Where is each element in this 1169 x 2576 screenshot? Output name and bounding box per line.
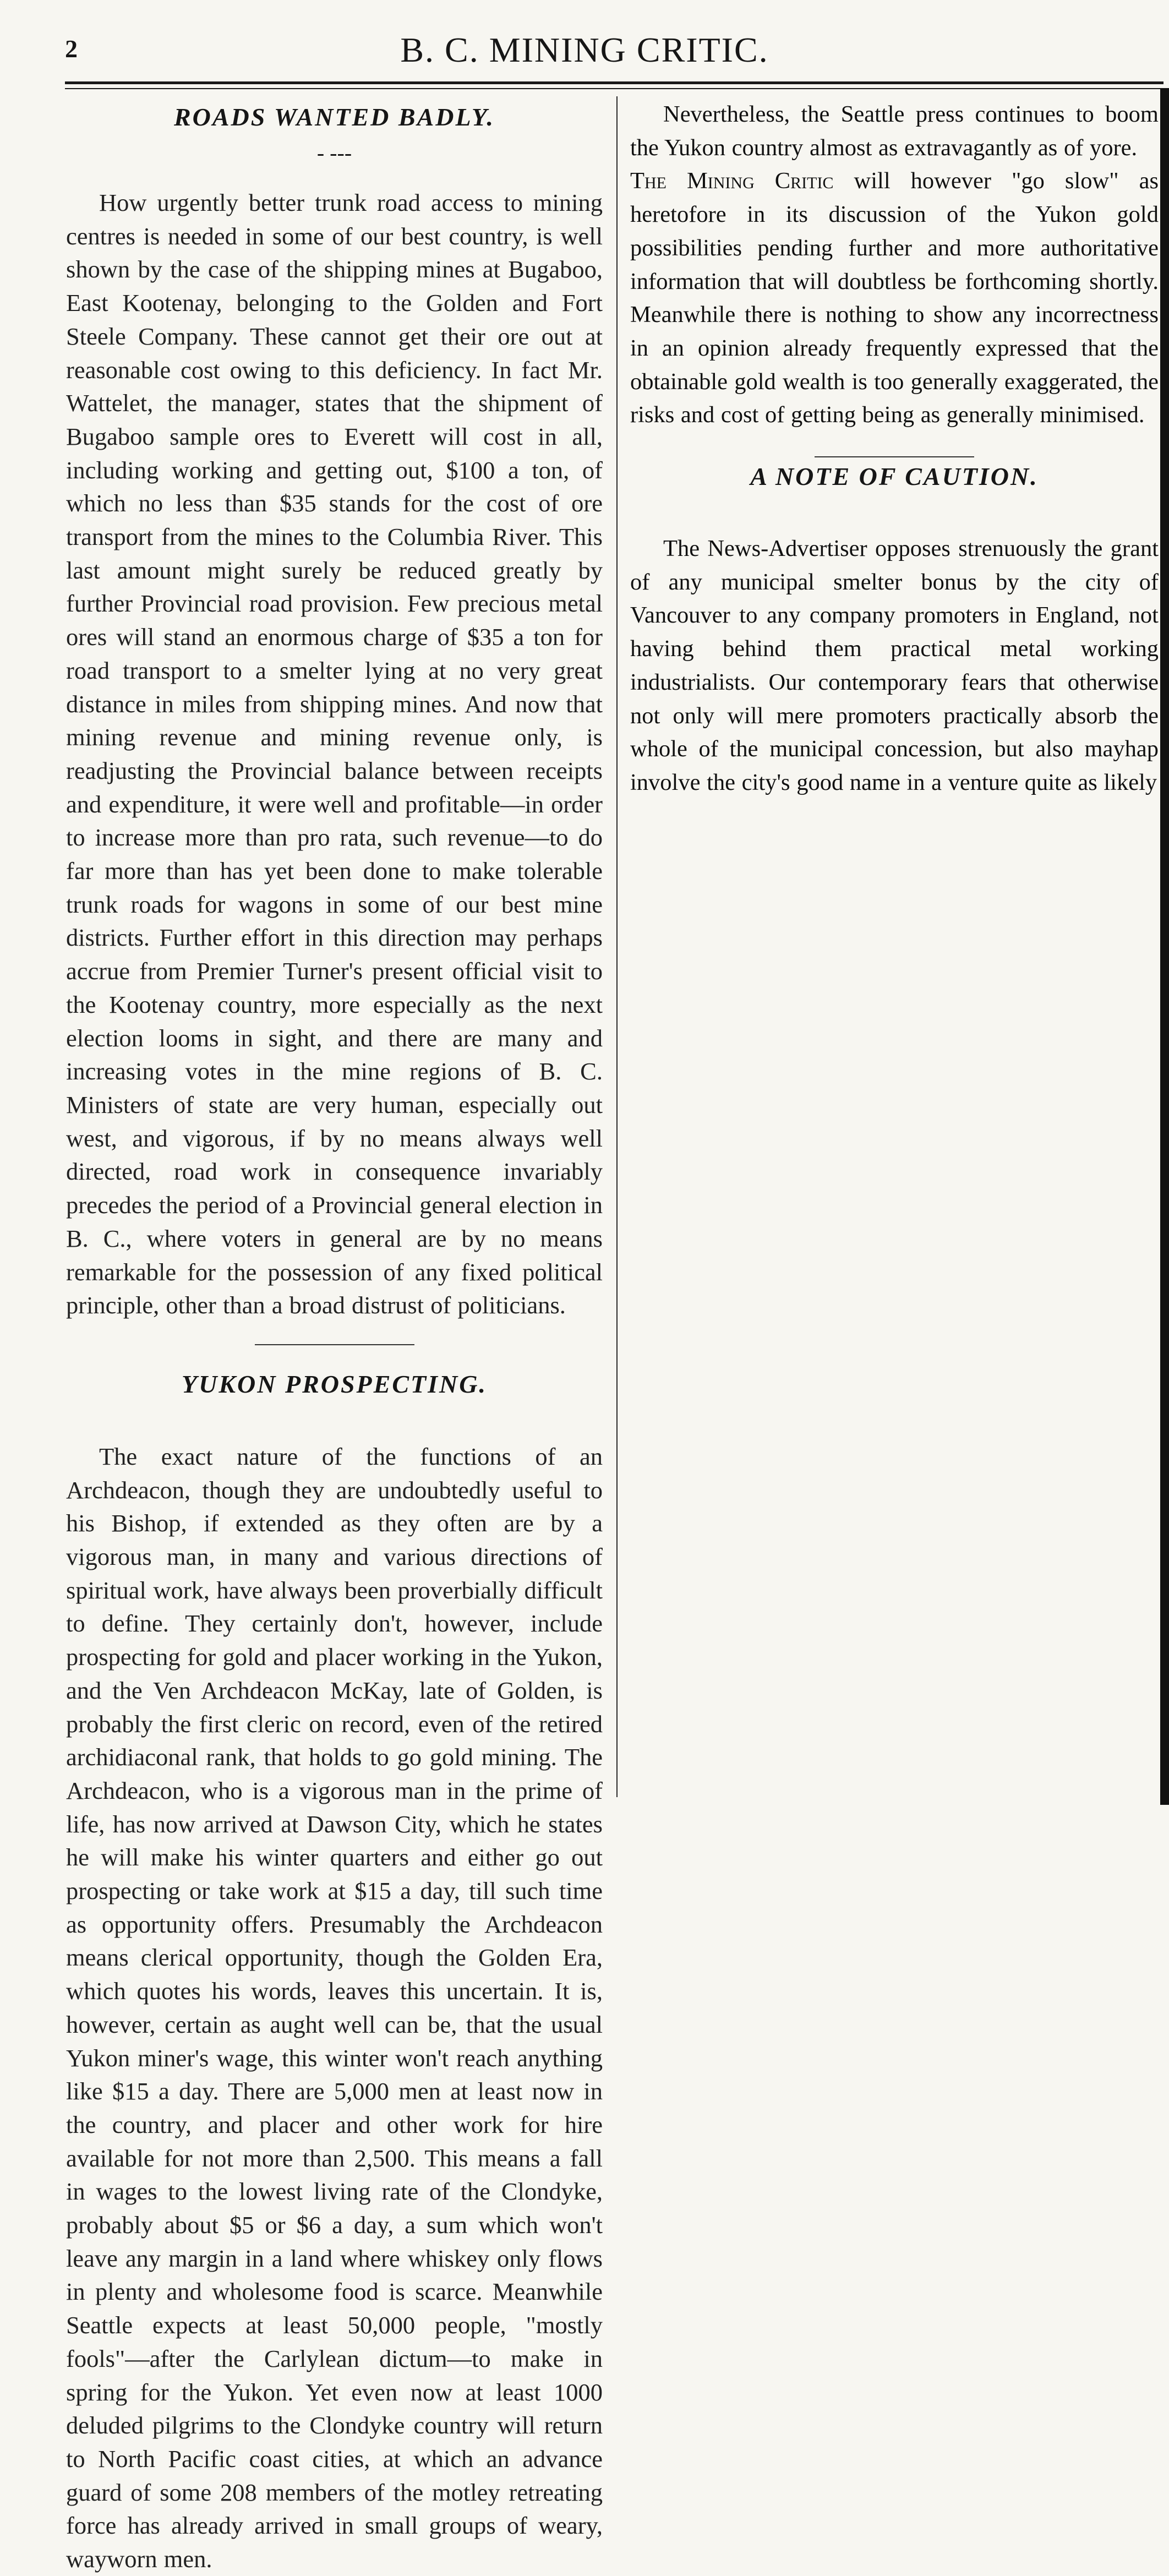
article-body-yukon-part3: will however "go slow" as heretofore in its discussion of the Yukon gold possibilities pending further and more authoritative information that will doubtless be forthcoming shortly. Meanwhile there is nothing to show any incorrectness in an opinion already frequently expressed that the obtainable gold wealth is too generally exaggerated, the risks and cost of getting being as generally minimised. — [630, 168, 1159, 428]
masthead-rule-thick — [65, 81, 1163, 84]
publication-name: The Mining Critic — [630, 168, 834, 194]
left-column — [66, 98, 603, 2576]
right-column — [630, 98, 1159, 800]
page-edge-shadow — [1160, 88, 1169, 1805]
article-title-caution: A NOTE OF CAUTION. — [750, 462, 1039, 491]
masthead-rule-thin — [65, 88, 1163, 89]
page-number: 2 — [65, 35, 78, 63]
title-ornament: - --- — [316, 140, 352, 165]
article-body-yukon-part1: The exact nature of the functions of an Archdeacon, though they are undoubtedly useful to his Bishop, if extended as they often are by a vigorous man, in many and various directions of spiritual work, have always been proverbially difficult to define. They certainly don't, however, include prospecting for gold and placer working in the Yukon, and the Ven Archdeacon McKay, late of Golden, is probably the first cleric on record, even of the retired archidiaconal rank, that holds to go gold mining. The Archdeacon, who is a vigorous man in the prime of life, has now arrived at Dawson City, which he states he will make his winter quarters and either go out prospecting or take work at $15 a day, till such time as opportunity offers. Presumably the Archdeacon means clerical opportunity, though the Golden Era, which quotes his words, leaves this uncertain. It is, however, certain as aught well can be, that the usual Yukon miner's wage, this winter won't reach anything like $15 a day. There are 5,000 men at least now in the country, and placer and other work for hire available for not more than 2,500. This means a fall in wages to the lowest living rate of the Clondyke, probably about $5 or $6 a day, a sum which won't leave any margin in a land where whiskey only flows in plenty and wholesome food is scarce. Meanwhile Seattle expects at least 50,000 people, "mostly fools"—after the Carlylean dictum—to make in spring for the Yukon. Yet even now at least 1000 deluded pilgrims to the Clondyke country will return to North Pacific coast cities, at which an advance guard of some 208 members of the motley retreating force has already arrived in small groups of weary, wayworn men. — [66, 1442, 603, 2573]
article-body-roads: How urgently better trunk road access to mining centres is needed in some of our best country, is well shown by the case of the shipping mines at Bugaboo, East Kootenay, belonging to the Golden and Fort Steele Company. These cannot get their ore out at reasonable cost owing to this deficiency. In fact Mr. Wattelet, the manager, states that the shipment of Bugaboo sample ores to Everett will cost in all, including working and getting out, $100 a ton, of which no less than $35 stands for the cost of ore transport from the mines to the Columbia River. This last amount might surely be reduced greatly by further Provincial road provision. Few precious metal ores will stand an enormous charge of $35 a ton for road transport to a smelter lying at no very great distance in miles from shipping mines. And now that mining revenue and mining revenue only, is readjusting the Provincial balance between receipts and expenditure, it were well and profitable—in order to increase more than pro rata, such revenue—to do far more than has yet been done to make tolerable trunk roads for wagons in some of our best mine districts. Further effort in this direction may perhaps accrue from Premier Turner's present official visit to the Kootenay country, more especially as the next election looms in sight, and there are many and increasing votes in the mine regions of B. C. Ministers of state are very human, especially out west, and vigorous, if by no means always well directed, road work in consequence invariably precedes the period of a Provincial general election in B. C., where voters in general are by no means remarkable for the possession of any fixed political principle, other than a broad distrust of politicians. — [66, 189, 603, 1319]
column-divider — [616, 96, 618, 1797]
article-title-yukon: YUKON PROSPECTING. — [182, 1369, 487, 1398]
article-body-yukon-part2: Nevertheless, the Seattle press continues to boom the Yukon country almost as extravagantly as of yore. — [630, 101, 1159, 161]
article-title-roads: ROADS WANTED BADLY. — [173, 103, 495, 131]
article-body-caution: The News-Advertiser opposes strenuously the grant of any municipal smelter bonus by the city of Vancouver to any company promoters in England, not having behind them practical metal working industrialists. Our contemporary fears that otherwise not only will mere promoters practically absorb the whole of the municipal concession, but also mayhap involve the city's good name in a venture quite as likely — [630, 536, 1159, 795]
masthead: B. C. MINING CRITIC. — [400, 30, 769, 69]
